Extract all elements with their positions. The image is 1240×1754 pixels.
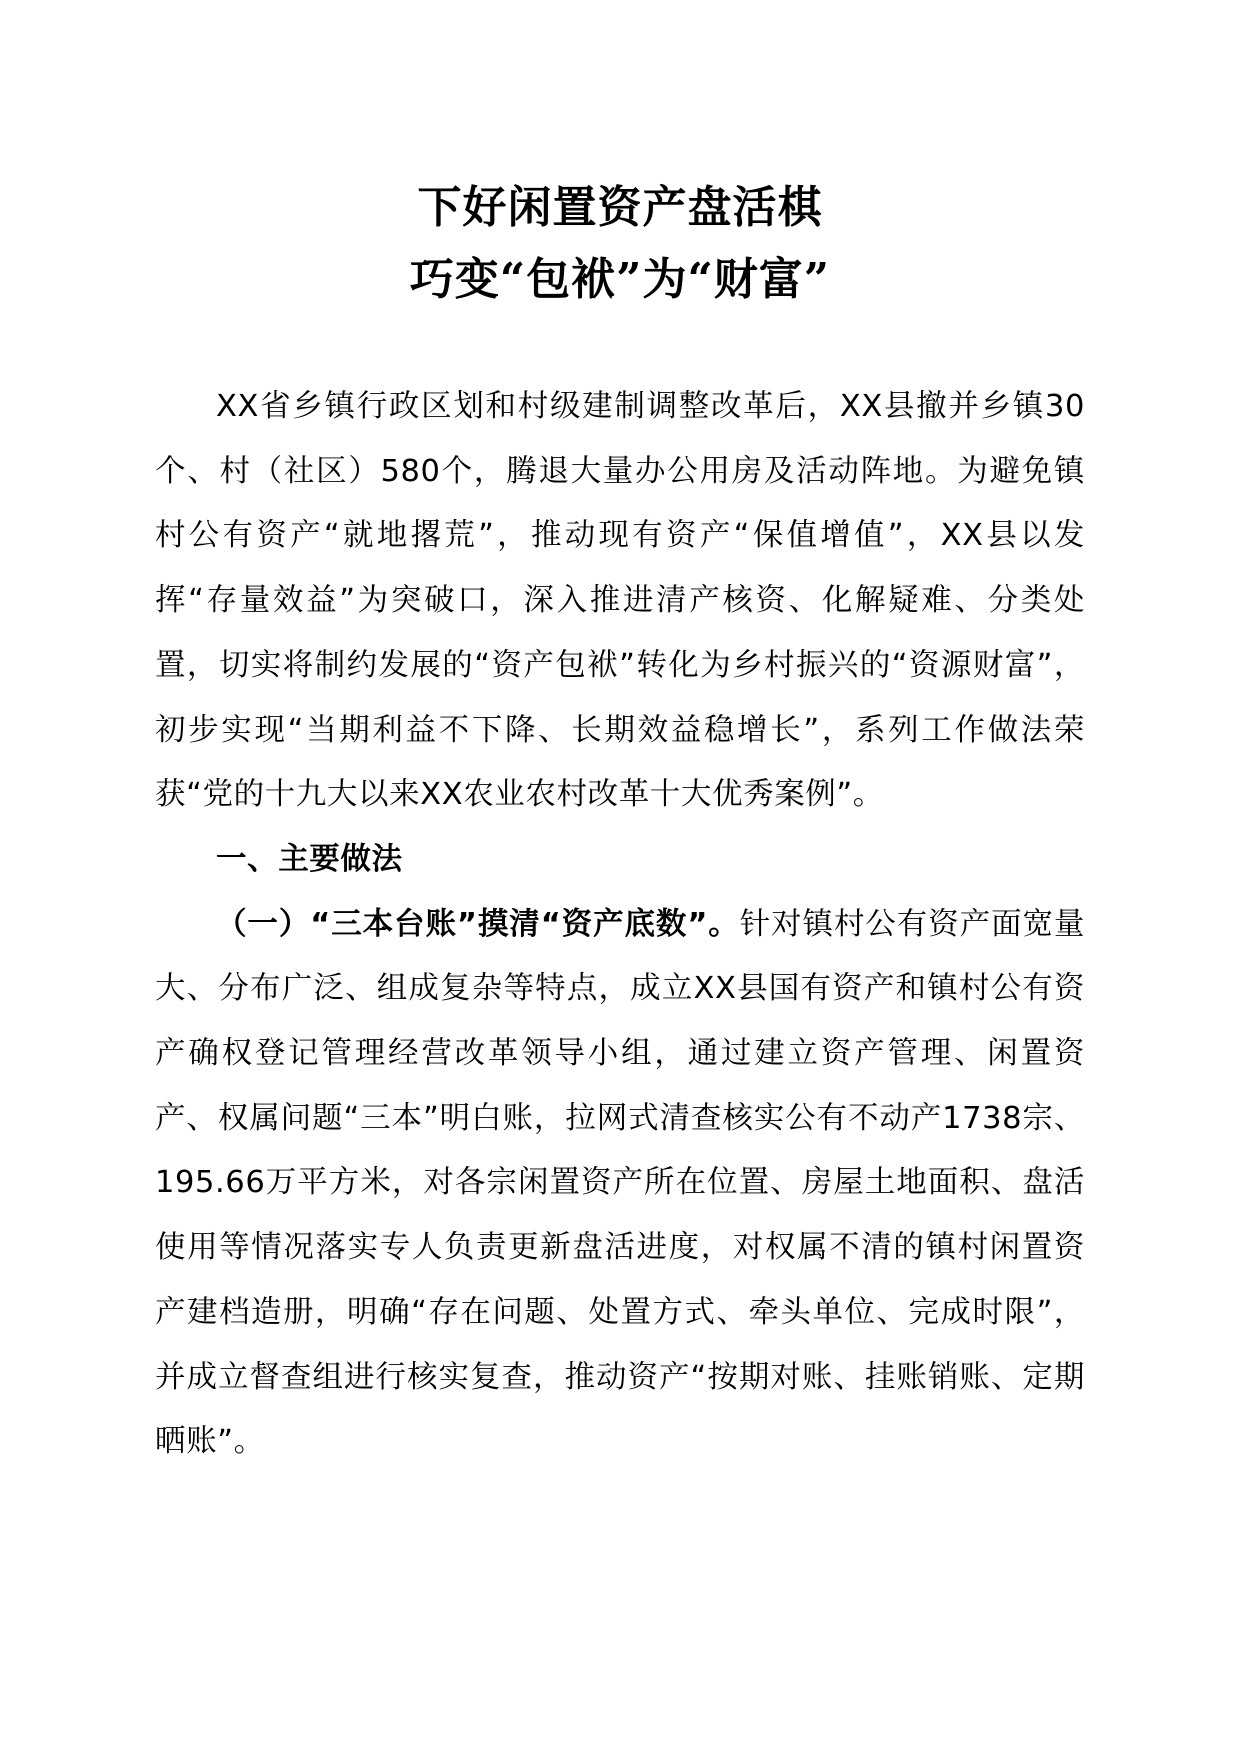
section-heading-main-practices: 一、主要做法 (216, 841, 403, 877)
title-line-2: 巧变“包袱”为“财富” (409, 254, 831, 305)
subsection-text: 针对镇村公有资产面宽量大、分布广泛、组成复杂等特点，成立XX县国有资产和镇村公有资产确权登记管理经营改革领导小组，通过建立资产管理、闲置资产、权属问题“三本”明白账，拉网式清查核实公有不动产1738宗、195.66万平方米，对各宗闲置资产所在位置、房屋土地面积、盘活使用等情况落实专人负责更新盘活进度，对权属不清的镇村闲置资产建档造册，明确“存在问题、处置方式、牵头单位、完成时限”，并成立督查组进行核实复查，推动资产“按期对账、挂账销账、定期晒账”。 (155, 906, 1085, 1460)
subsection-lead: （一）“三本台账”摸清“资产底数”。 (216, 906, 740, 942)
subsection-paragraph-1 (155, 893, 1085, 1475)
title-line-1: 下好闲置资产盘活棋 (417, 182, 823, 233)
document-title (0, 172, 1240, 316)
document-body (155, 375, 1085, 1475)
intro-paragraph: XX省乡镇行政区划和村级建制调整改革后，XX县撤并乡镇30个、村（社区）580个，腾退大量办公用房及活动阵地。为避免镇村公有资产“就地撂荒”，推动现有资产“保值增值”，XX县以发挥“存量效益”为突破口，深入推进清产核资、化解疑难、分类处置，切实将制约发展的“资产包袱”转化为乡村振兴的“资源财富”，初步实现“当期利益不下降、长期效益稳增长”，系列工作做法荣获“党的十九大以来XX农业农村改革十大优秀案例”。 (155, 389, 1085, 813)
